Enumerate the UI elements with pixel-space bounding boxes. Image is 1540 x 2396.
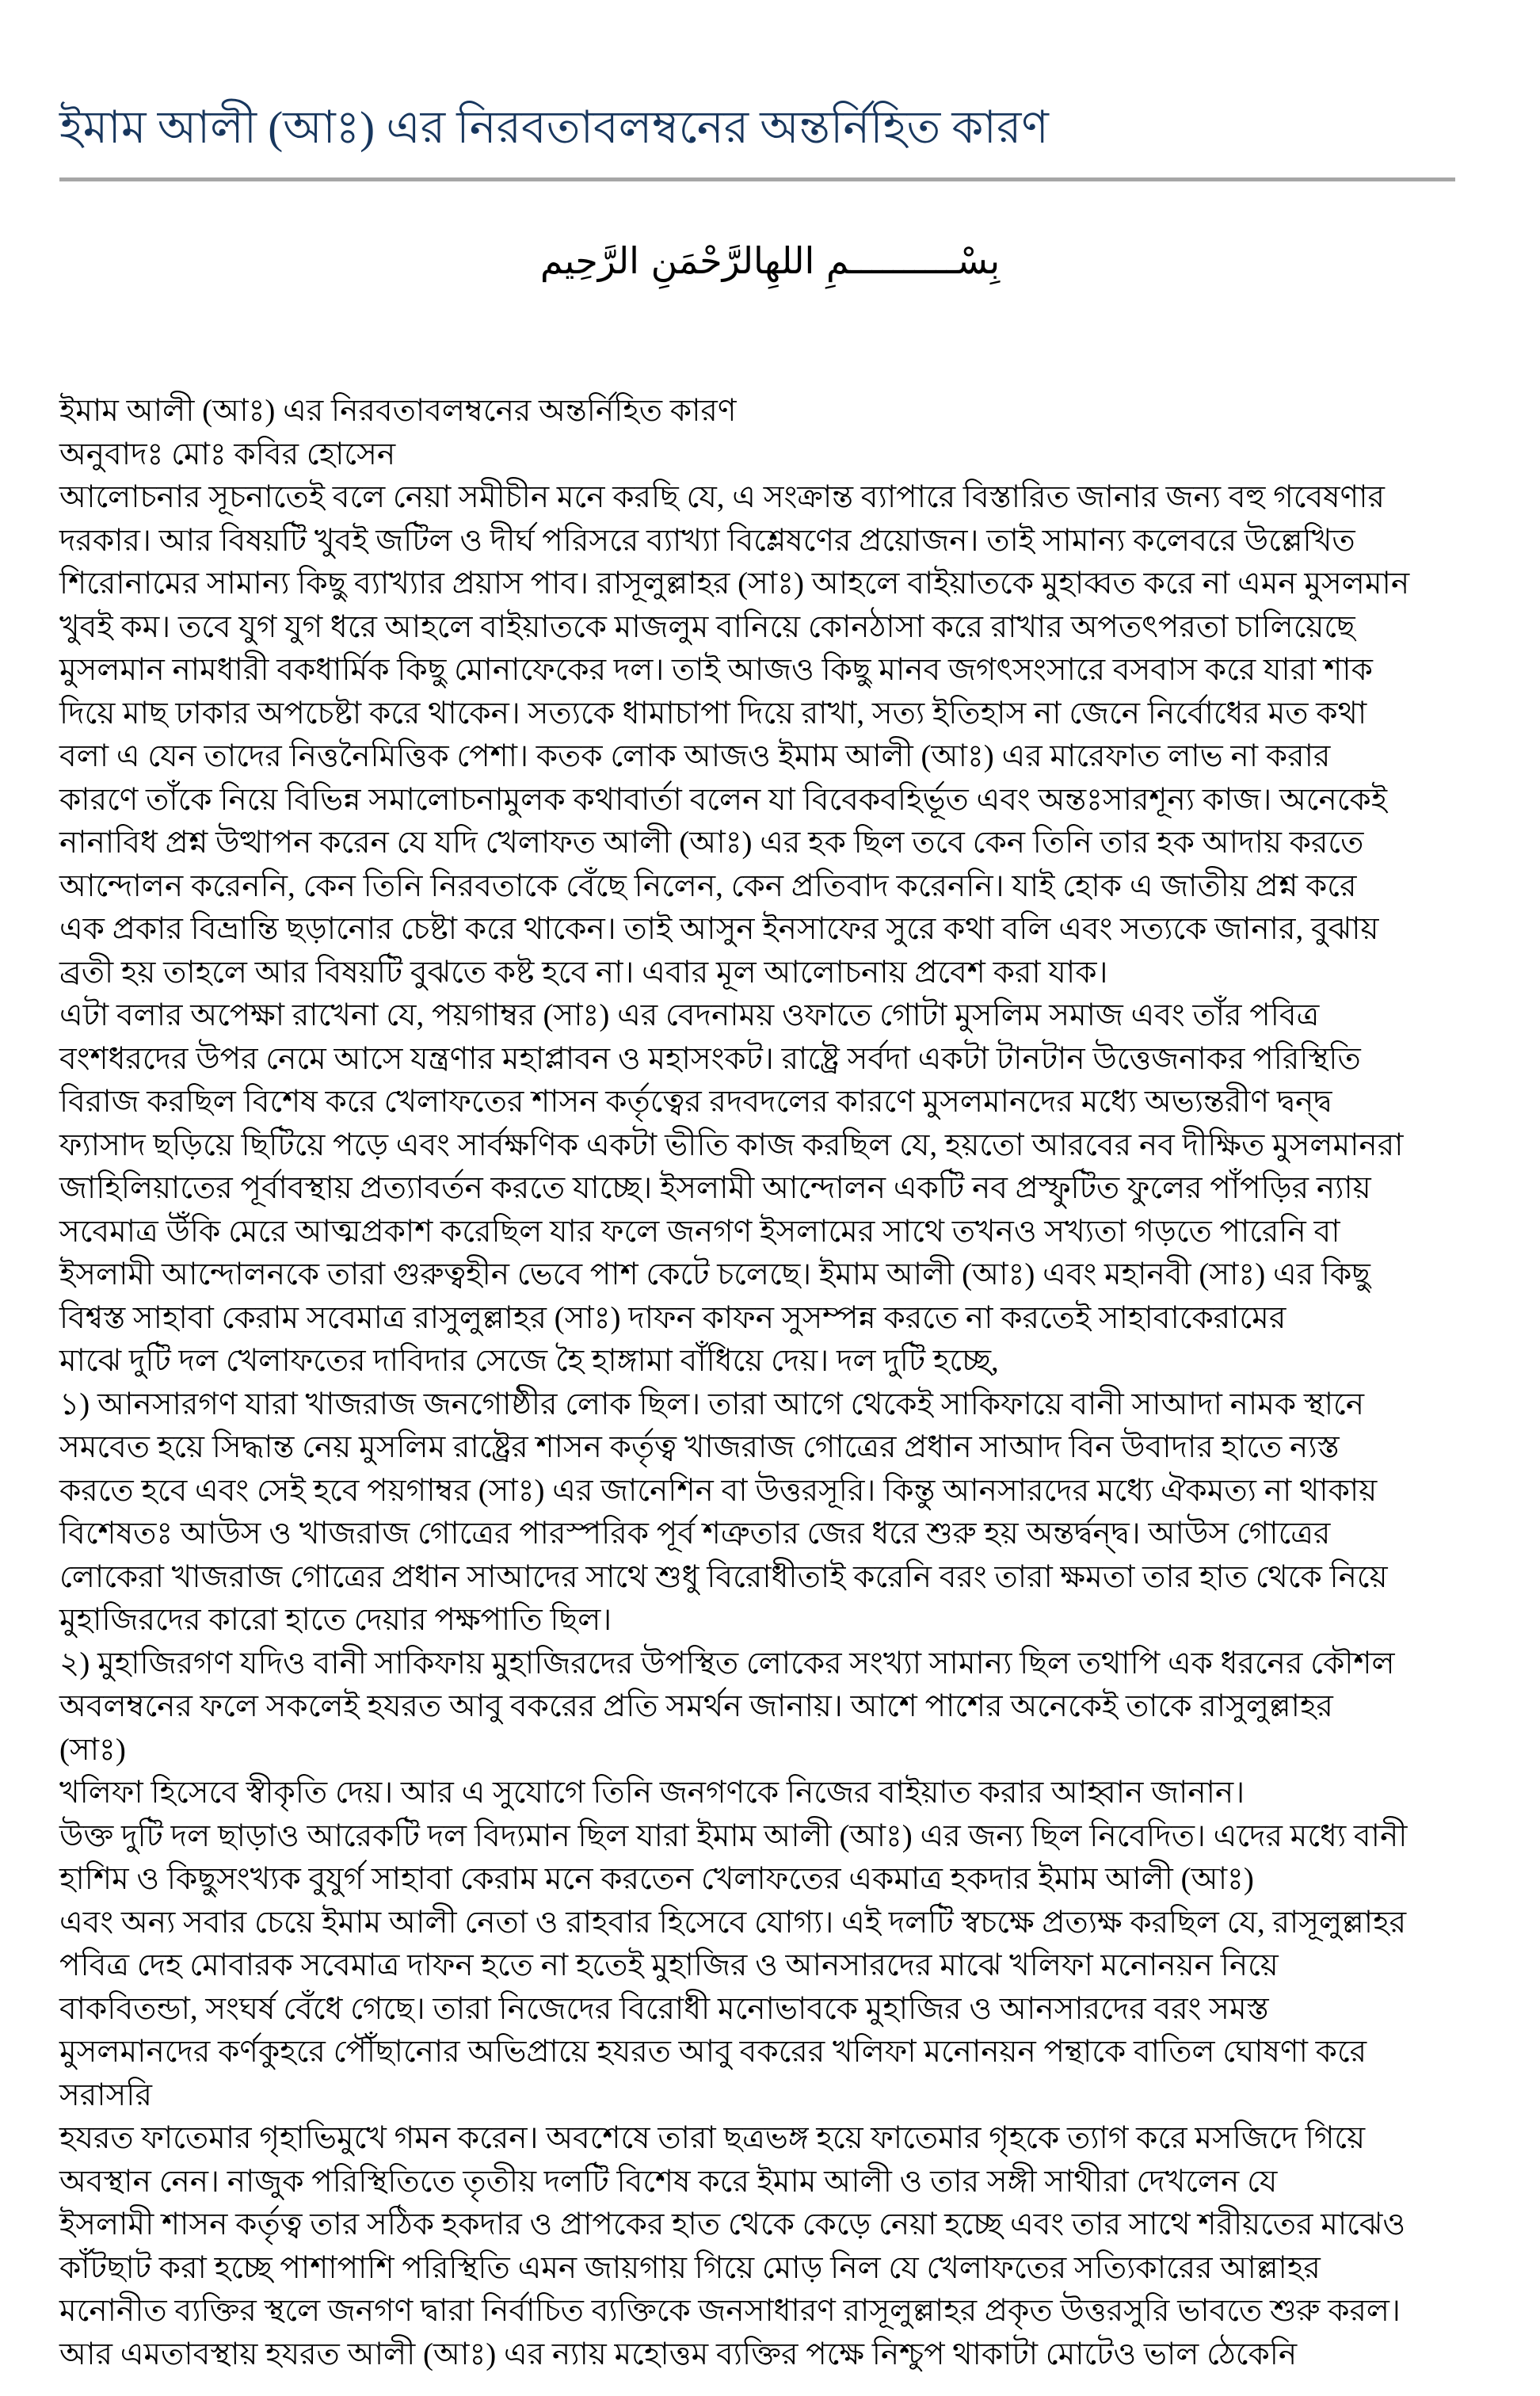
body-line: কারণে তাঁকে নিয়ে বিভিন্ন সমালোচনামুলক কথাবার্তা বলেন যা বিবেকবহির্ভূত এবং অন্তঃসারশূন্য কাজ। অনেকেই xyxy=(59,782,1387,817)
body-line: ফ্যাসাদ ছড়িয়ে ছিটিয়ে পড়ে এবং সার্বক্ষণিক একটা ভীতি কাজ করছিল যে, হয়তো আরবের নব দীক্ষিত মুসলমানরা xyxy=(59,1127,1404,1162)
body-line: অনুবাদঃ মোঃ কবির হোসেন xyxy=(59,437,396,471)
body-line: ২) মুহাজিরগণ যদিও বানী সাকিফায় মুহাজিরদের উপস্থিত লোকের সংখ্যা সামান্য ছিল তথাপি এক ধরনের কৌশল xyxy=(59,1646,1395,1681)
body-line: সবেমাত্র উঁকি মেরে আত্মপ্রকাশ করেছিল যার ফলে জনগণ ইসলামের সাথে তখনও সখ্যতা গড়তে পারেনি বা xyxy=(59,1214,1340,1249)
body-line: ইসলামী শাসন কর্তৃত্ব তার সঠিক হকদার ও প্রাপকের হাত থেকে কেড়ে নেয়া হচ্ছে এবং তার সাথে শরীয়তের মাঝেও xyxy=(59,2207,1406,2241)
body-line: ইসলামী আন্দোলনকে তারা গুরুত্বহীন ভেবে পাশ কেটে চলেছে। ইমাম আলী (আঃ) এবং মহানবী (সাঃ) এর কিছু xyxy=(59,1257,1370,1291)
body-line: হাশিম ও কিছুসংখ্যক বুযুর্গ সাহাবা কেরাম মনে করতেন খেলাফতের একমাত্র হকদার ইমাম আলী (আঃ) xyxy=(59,1862,1254,1896)
body-line: নানাবিধ প্রশ্ন উত্থাপন করেন যে যদি খেলাফত আলী (আঃ) এর হক ছিল তবে কেন তিনি তার হক আদায় করতে xyxy=(59,826,1364,860)
body-line: খুবই কম। তবে যুগ যুগ ধরে আহলে বাইয়াতকে মাজলুম বানিয়ে কোনঠাসা করে রাখার অপতৎপরতা চালিয়েছে xyxy=(59,609,1355,644)
body-line: করতে হবে এবং সেই হবে পয়গাম্বর (সাঃ) এর জানেশিন বা উত্তরসূরি। কিন্তু আনসারদের মধ্যে ঐকমত্য না থাকায় xyxy=(59,1473,1378,1508)
body-line: ইমাম আলী (আঃ) এর নিরবতাবলম্বনের অন্তর্নিহিত কারণ xyxy=(59,394,737,428)
body-line: বিশ্বস্ত সাহাবা কেরাম সবেমাত্র রাসুলুল্লাহর (সাঃ) দাফন কাফন সুসম্পন্ন করতে না করতেই সাহাবাকেরামের xyxy=(59,1300,1287,1335)
body-line: মুহাজিরদের কারো হাতে দেয়ার পক্ষপাতি ছিল। xyxy=(59,1603,612,1637)
body-line: কাঁটছাট করা হচ্ছে পাশাপাশি পরিস্থিতি এমন জায়গায় গিয়ে মোড় নিল যে খেলাফতের সত্যিকারের আল্লাহর xyxy=(59,2250,1321,2285)
body-line: ব্রতী হয় তাহলে আর বিষয়টি বুঝতে কষ্ট হবে না। এবার মূল আলোচনায় প্রবেশ করা যাক। xyxy=(59,955,1108,990)
body-line: এবং অন্য সবার চেয়ে ইমাম আলী নেতা ও রাহবার হিসেবে যোগ্য। এই দলটি স্বচক্ষে প্রত্যক্ষ করছিল যে, রাসূলুল্লাহর xyxy=(59,1905,1407,1940)
body-line: বিরাজ করছিল বিশেষ করে খেলাফতের শাসন কর্তৃত্বের রদবদলের কারণে মুসলমানদের মধ্যে অভ্যন্তরীণ দ্বন্দ্ব xyxy=(59,1085,1332,1119)
body-line: জাহিলিয়াতের পূর্বাবস্থায় প্রত্যাবর্তন করতে যাচ্ছে। ইসলামী আন্দোলন একটি নব প্রস্ফুটিত ফুলের পাঁপড়ির ন্যায় xyxy=(59,1171,1371,1205)
body-line: মনোনীত ব্যক্তির স্থলে জনগণ দ্বারা নির্বাচিত ব্যক্তিকে জনসাধারণ রাসূলুল্লাহর প্রকৃত উত্তরসুরি ভাবতে শুরু করল। xyxy=(59,2294,1401,2328)
body-line: শিরোনামের সামান্য কিছু ব্যাখ্যার প্রয়াস পাব। রাসূলুল্লাহর (সাঃ) আহলে বাইয়াতকে মুহাব্বত করে না এমন মুসলমান xyxy=(59,567,1410,601)
body-line: আন্দোলন করেননি, কেন তিনি নিরবতাকে বেঁছে নিলেন, কেন প্রতিবাদ করেননি। যাই হোক এ জাতীয় প্রশ্ন করে xyxy=(59,868,1357,903)
body-line: বংশধরদের উপর নেমে আসে যন্ত্রণার মহাপ্লাবন ও মহাসংকট। রাষ্ট্রে সর্বদা একটা টানটান উত্তেজনাকর পরিস্থিতি xyxy=(59,1041,1361,1076)
body-line: খলিফা হিসেবে স্বীকৃতি দেয়। আর এ সুযোগে তিনি জনগণকে নিজের বাইয়াত করার আহ্বান জানান। xyxy=(59,1776,1245,1810)
title-underline-rule xyxy=(59,177,1455,181)
body-line: সরাসরি xyxy=(59,2077,152,2112)
page-title: ইমাম আলী (আঃ) এর নিরবতাবলম্বনের অন্তর্নিহিত কারণ xyxy=(59,103,1049,153)
body-line: (সাঃ) xyxy=(59,1732,126,1767)
body-text xyxy=(59,390,1495,2376)
body-line: মুসলমানদের কর্ণকুহরে পৌঁছানোর অভিপ্রায়ে হযরত আবু বকরের খলিফা মনোনয়ন পন্থাকে বাতিল ঘোষণা করে xyxy=(59,2035,1367,2069)
body-line: বাকবিতন্ডা, সংঘর্ষ বেঁধে গেছে। তারা নিজেদের বিরোধী মনোভাবকে মুহাজির ও আনসারদের বরং সমস্ত xyxy=(59,1991,1269,2026)
body-line: অবলম্বনের ফলে সকলেই হযরত আবু বকরের প্রতি সমর্থন জানায়। আশে পাশের অনেকেই তাকে রাসুলুল্লাহর xyxy=(59,1689,1333,1723)
bismillah-text: بِسْــــــــــمِ اللهِالرَّحْمَنِ الرَّحِيم xyxy=(539,239,1001,282)
body-line: উক্ত দুটি দল ছাড়াও আরেকটি দল বিদ্যমান ছিল যারা ইমাম আলী (আঃ) এর জন্য ছিল নিবেদিত। এদের মধ্যে বানী xyxy=(59,1818,1408,1853)
body-line: মাঝে দুটি দল খেলাফতের দাবিদার সেজে হৈ হাঙ্গামা বাঁধিয়ে দেয়। দল দুটি হচ্ছে, xyxy=(59,1344,999,1378)
body-line: মুসলমান নামধারী বকধার্মিক কিছু মোনাফেকের দল। তাই আজও কিছু মানব জগৎসংসারে বসবাস করে যারা শাক xyxy=(59,653,1373,687)
body-line: আলোচনার সূচনাতেই বলে নেয়া সমীচীন মনে করছি যে, এ সংক্রান্ত ব্যাপারে বিস্তারিত জানার জন্য বহু গবেষণার xyxy=(59,480,1385,514)
body-line: অবস্থান নেন। নাজুক পরিস্থিতিতে তৃতীয় দলটি বিশেষ করে ইমাম আলী ও তার সঙ্গী সাথীরা দেখলেন যে xyxy=(59,2164,1278,2199)
body-line: বলা এ যেন তাদের নিত্তনৈমিত্তিক পেশা। কতক লোক আজও ইমাম আলী (আঃ) এর মারেফাত লাভ না করার xyxy=(59,739,1331,773)
body-line: দিয়ে মাছ ঢাকার অপচেষ্টা করে থাকেন। সত্যকে ধামাচাপা দিয়ে রাখা, সত্য ইতিহাস না জেনে নির্বোধের মত কথা xyxy=(59,696,1367,731)
body-line: এটা বলার অপেক্ষা রাখেনা যে, পয়গাম্বর (সাঃ) এর বেদনাময় ওফাতে গোটা মুসলিম সমাজ এবং তাঁর পবিত্র xyxy=(59,998,1320,1032)
body-line: এক প্রকার বিভ্রান্তি ছড়ানোর চেষ্টা করে থাকেন। তাই আসুন ইনসাফের সুরে কথা বলি এবং সত্যকে জানার, বুঝায় xyxy=(59,912,1379,946)
body-line: লোকেরা খাজরাজ গোত্রের প্রধান সাআদের সাথে শুধু বিরোধীতাই করেনি বরং তারা ক্ষমতা তার হাত থেকে নিয়ে xyxy=(59,1559,1388,1594)
body-line: পবিত্র দেহ মোবারক সবেমাত্র দাফন হতে না হতেই মুহাজির ও আনসারদের মাঝে খলিফা মনোনয়ন নিয়ে xyxy=(59,1948,1279,1982)
body-line: আর এমতাবস্থায় হযরত আলী (আঃ) এর ন্যায় মহোত্তম ব্যক্তির পক্ষে নিশ্চুপ থাকাটা মোটেও ভাল ঠেকেনি xyxy=(59,2337,1298,2371)
body-line: হযরত ফাতেমার গৃহাভিমুখে গমন করেন। অবশেষে তারা ছত্রভঙ্গ হয়ে ফাতেমার গৃহকে ত্যাগ করে মসজিদে গিয়ে xyxy=(59,2121,1366,2155)
body-line: দরকার। আর বিষয়টি খুবই জটিল ও দীর্ঘ পরিসরে ব্যাখ্যা বিশ্লেষণের প্রয়োজন। তাই সামান্য কলেবরে উল্লেখিত xyxy=(59,523,1355,558)
body-line: সমবেত হয়ে সিদ্ধান্ত নেয় মুসলিম রাষ্ট্রের শাসন কর্তৃত্ব খাজরাজ গোত্রের প্রধান সাআদ বিন উবাদার হাতে ন্যস্ত xyxy=(59,1430,1340,1464)
body-line: বিশেষতঃ আউস ও খাজরাজ গোত্রের পারস্পরিক পূর্ব শত্রুতার জের ধরে শুরু হয় অন্তর্দ্বন্দ্ব। আউস গোত্রের xyxy=(59,1517,1331,1551)
body-line: ১) আনসারগণ যারা খাজরাজ জনগোষ্ঠীর লোক ছিল। তারা আগে থেকেই সাকিফায়ে বানী সাআদা নামক স্থানে xyxy=(59,1387,1365,1421)
